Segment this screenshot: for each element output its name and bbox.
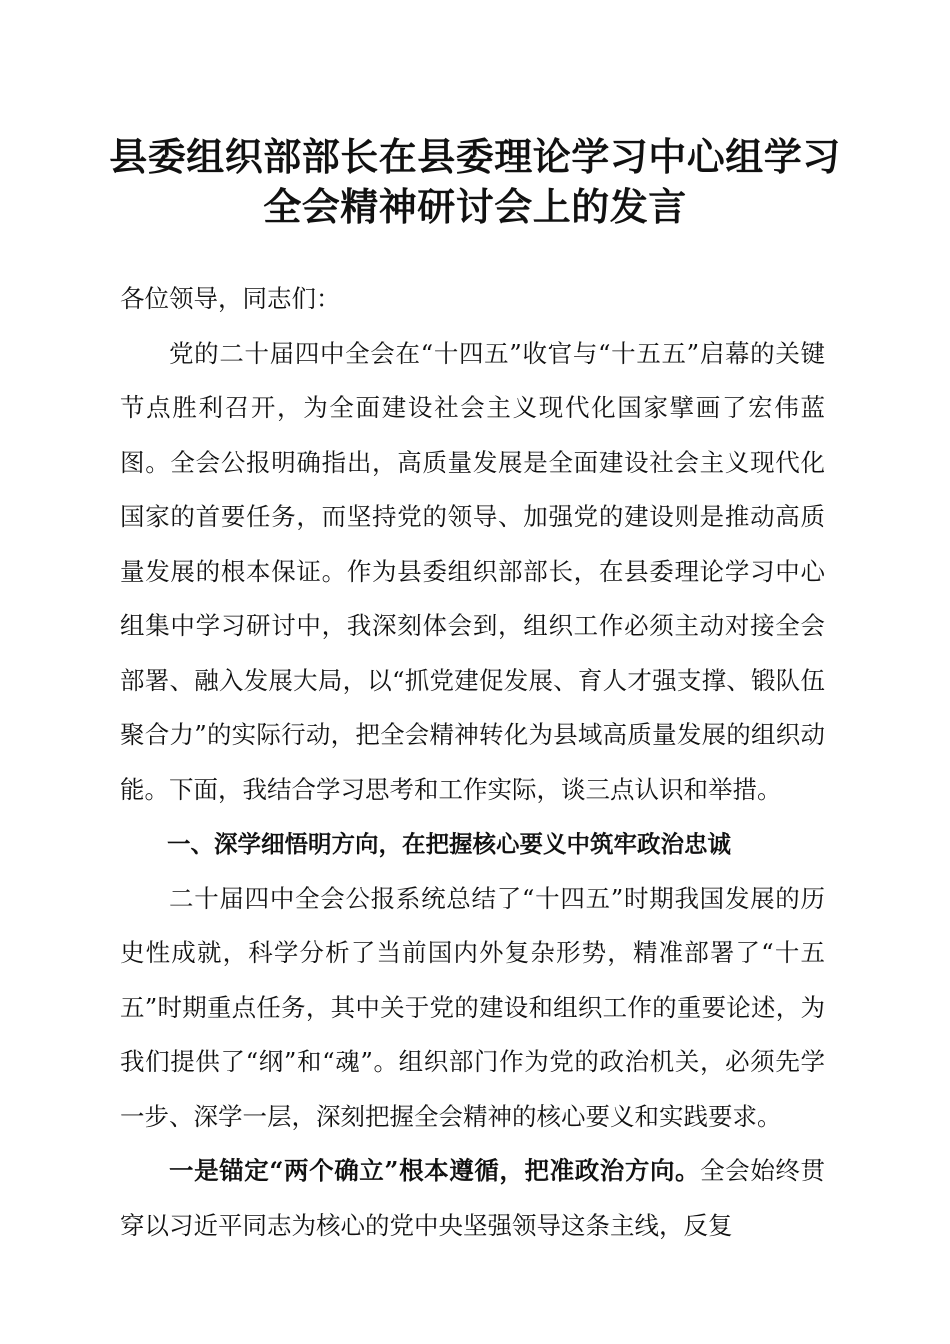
- point-1-body: 全会始终贯穿以习近平同志为核心的党中央坚强领导这条主线，反复: [120, 1156, 825, 1240]
- intro-paragraph: 党的二十届四中全会在“十四五”收官与“十五五”启幕的关键节点胜利召开，为全面建设社会主义现代化国家擘画了宏伟蓝图。全会公报明确指出，高质量发展是全面建设社会主义现代化国家的首要任务，而坚持党的领导、加强党的建设则是推动高质量发展的根本保证。作为县委组织部部长，在县委理论学习中心组集中学习研讨中，我深刻体会到，组织工作必须主动对接全会部署、融入发展大局，以“抓党建促发展、育人才强支撑、锻队伍聚合力”的实际行动，把全会精神转化为县域高质量发展的组织动能。下面，我结合学习思考和工作实际，谈三点认识和举措。: [120, 338, 825, 804]
- section-heading-1: 一、深学细悟明方向，在把握核心要义中筑牢政治忠诚: [167, 830, 731, 858]
- document-body: [120, 272, 825, 1253]
- point-1-lead: 一是锚定“两个确立”根本遵循，把准政治方向。: [169, 1156, 701, 1185]
- section-1-paragraph: 二十届四中全会公报系统总结了“十四五”时期我国发展的历史性成就，科学分析了当前国内外复杂形势，精准部署了“十五五”时期重点任务，其中关于党的建设和组织工作的重要论述，为我们提供了“纲”和“魂”。组织部门作为党的政治机关，必须先学一步、深学一层，深刻把握全会精神的核心要义和实践要求。: [120, 883, 825, 1131]
- point-1-paragraph: [120, 1144, 825, 1253]
- document-title: 县委组织部部长在县委理论学习中心组学习全会精神研讨会上的发言: [109, 134, 841, 229]
- salutation: 各位领导，同志们：: [120, 284, 341, 313]
